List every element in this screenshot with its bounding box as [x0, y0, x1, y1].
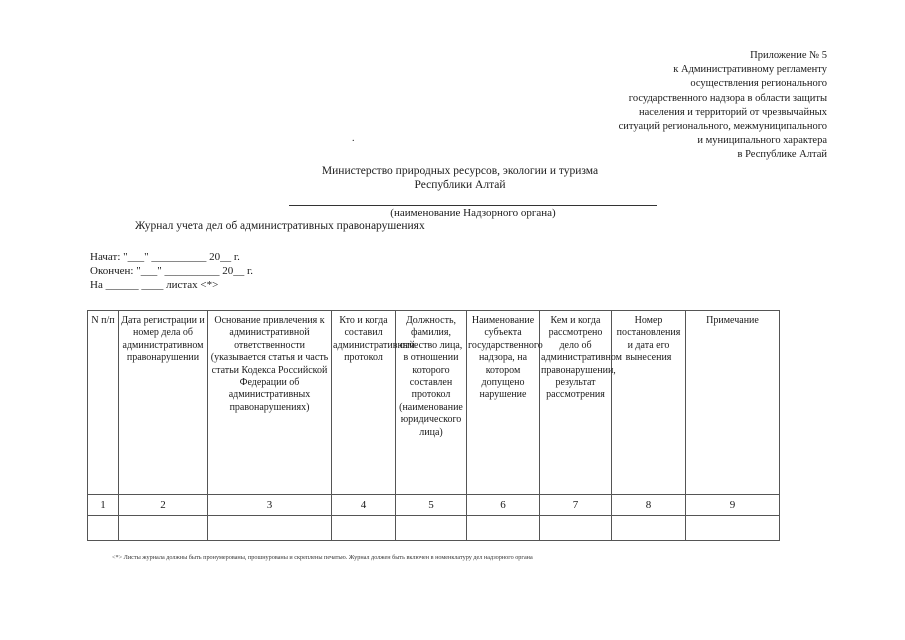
sheets-count: На ______ ____ листах <*> [90, 279, 219, 291]
ministry-line-2: Республики Алтай [414, 179, 506, 191]
table-header-row [88, 311, 780, 495]
appendix-heading [567, 49, 827, 163]
started-date: Начат: "___" __________ 20__ г. [90, 251, 240, 263]
empty-cell [540, 516, 612, 541]
appendix-line: в Республике Алтай [737, 149, 827, 161]
journal-table [87, 310, 780, 541]
empty-cell [119, 516, 208, 541]
column-header: Наименование субъекта государственного надзора, на котором допущено нарушение [467, 311, 540, 495]
column-number: 8 [612, 495, 686, 516]
column-header: Номер постановления и дата его вынесения [612, 311, 686, 495]
ministry-name [300, 164, 620, 192]
column-number: 1 [88, 495, 119, 516]
column-number: 9 [686, 495, 780, 516]
column-number: 3 [208, 495, 332, 516]
empty-entry-row [88, 516, 780, 541]
column-number: 6 [467, 495, 540, 516]
journal-meta [90, 250, 253, 292]
empty-cell [88, 516, 119, 541]
empty-cell [467, 516, 540, 541]
appendix-line: государственного надзора в области защиты [628, 92, 827, 104]
column-number: 2 [119, 495, 208, 516]
column-header: Примечание [686, 311, 780, 495]
appendix-line: к Административному регламенту [673, 64, 827, 76]
org-name-underline [289, 205, 657, 206]
ended-date: Окончен: "___" __________ 20__ г. [90, 265, 253, 277]
column-header: Должность, фамилия, отчество лица, в отношении которого составлен протокол (наименование юридического лица) [396, 311, 467, 495]
column-number: 7 [540, 495, 612, 516]
column-header: Основание привлечения к административной ответственности (указывается статья и часть статьи Кодекса Российской Федерации об административных правонарушениях) [208, 311, 332, 495]
ministry-line-1: Министерство природных ресурсов, экологии и туризма [321, 165, 599, 177]
empty-cell [208, 516, 332, 541]
empty-cell [686, 516, 780, 541]
stray-dot: . [352, 133, 355, 144]
empty-cell [396, 516, 467, 541]
column-header: Кем и когда рассмотрено дело об административном правонарушении, результат рассмотрения [540, 311, 612, 495]
column-number: 5 [396, 495, 467, 516]
appendix-line: Приложение № 5 [750, 50, 827, 61]
empty-cell [612, 516, 686, 541]
appendix-line: ситуаций регионального, межмуниципального [618, 121, 827, 133]
journal-title: Журнал учета дел об административных правонарушениях [135, 220, 425, 232]
column-header: Дата регистрации и номер дела об административном правонарушении [119, 311, 208, 495]
appendix-line: и муниципального характера [697, 135, 827, 147]
appendix-line: населения и территорий от чрезвычайных [638, 106, 827, 118]
org-name-caption: (наименование Надзорного органа) [390, 207, 556, 219]
footnote: <*> Листы журнала должны быть пронумерованы, прошнурованы и скреплены печатью. Журнал должен быть включен в номенклатуру дел надзорного органа [112, 554, 533, 561]
column-header: N п/п [88, 311, 119, 495]
appendix-line: осуществления регионального [690, 78, 827, 90]
column-header: Кто и когда составил административный протокол [332, 311, 396, 495]
empty-cell [332, 516, 396, 541]
column-number-row [88, 495, 780, 516]
column-number: 4 [332, 495, 396, 516]
